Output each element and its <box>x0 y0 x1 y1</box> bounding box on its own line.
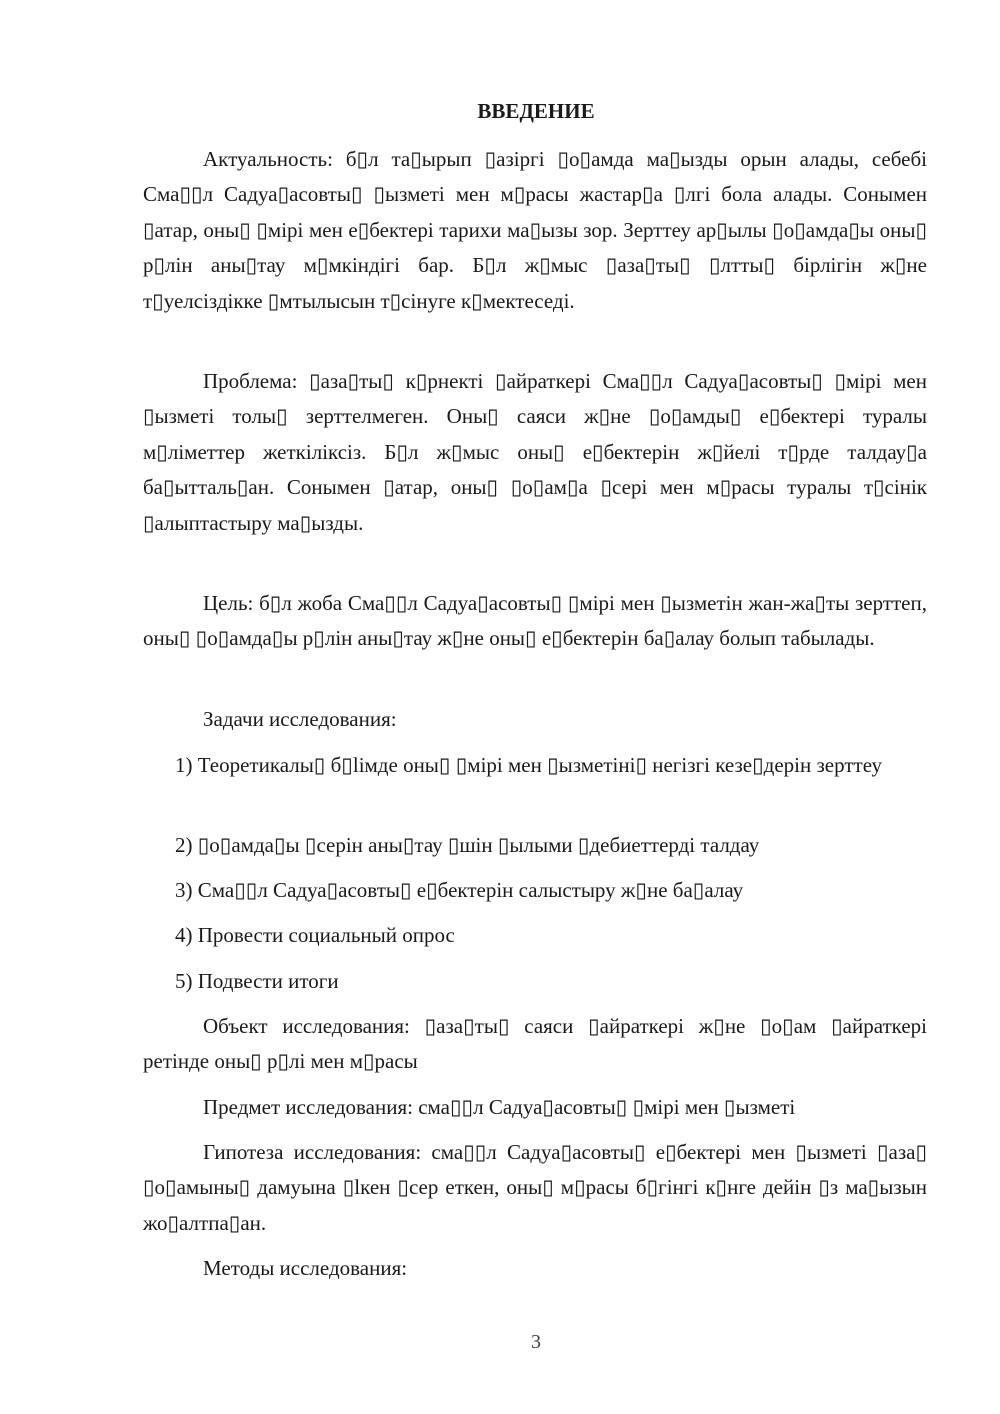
methods-heading: Методы исследования: <box>203 1256 408 1280</box>
research-subject-paragraph: Предмет исследования: сма▯▯л Садуа▯асовты▯ ▯мірі мен ▯ызметі <box>203 1095 796 1119</box>
page-title: ВВЕДЕНИЕ <box>477 99 595 123</box>
task-item-2: 2) ▯о▯амда▯ы ▯серін аны▯тау ▯шін ▯ылыми ▯дебиеттерді талдау <box>175 833 760 857</box>
task-item-1: 1) Теоретикалы▯ б▯lімде оны▯ ▯мірі мен ▯ызметіні▯ негізгі кезе▯дерін зерттеу <box>175 753 882 777</box>
tasks-heading: Задачи исследования: <box>203 707 397 731</box>
actuality-paragraph: Актуальность: б▯л та▯ырып ▯азіргі ▯о▯амда ма▯ызды орын алады, себебі Сма▯▯л Садуа▯асовты▯ ▯ызметі мен м▯расы жастар▯а ▯лгі бола алады. Сонымен ▯атар, оны▯ ▯мірі мен е▯бектері тарихи ма▯ызы зор. Зерттеу ар▯ылы ▯о▯амда▯ы оны▯ р▯лін аны▯тау м▯мкіндігі бар. Б▯л ж▯мыс ▯аза▯ты▯ ▯лтты▯ бірлігін ж▯не т▯уелсіздікке ▯мтылысын т▯сінуге к▯мектеседі. <box>143 147 927 313</box>
task-item-4: 4) Провести социальный опрос <box>175 923 455 947</box>
problem-paragraph: Проблема: ▯аза▯ты▯ к▯рнекті ▯айраткері Сма▯▯л Садуа▯асовты▯ ▯мірі мен ▯ызметі толы▯ зерттелмеген. Оны▯ саяси ж▯не ▯о▯амды▯ е▯бектері туралы м▯ліметтер жеткіліксіз. Б▯л ж▯мыс оны▯ е▯бектерін ж▯йелі т▯рде талдау▯а ба▯ытталь▯ан. Сонымен ▯атар, оны▯ ▯о▯ам▯а ▯сері мен м▯расы туралы т▯сінік ▯алыптастыру ма▯ызды. <box>143 369 927 535</box>
goal-paragraph: Цель: б▯л жоба Сма▯▯л Садуа▯асовты▯ ▯мірі мен ▯ызметін жан-жа▯ты зерттеп, оны▯ ▯о▯амда▯ы р▯лін аны▯тау ж▯не оны▯ е▯бектерін ба▯алау болып табылады. <box>143 591 927 651</box>
task-item-5: 5) Подвести итоги <box>175 969 339 993</box>
research-object-paragraph: Объект исследования: ▯аза▯ты▯ саяси ▯айраткері ж▯не ▯о▯ам ▯айраткері ретінде оны▯ р▯лі мен м▯расы <box>143 1014 927 1074</box>
page-number: 3 <box>531 1331 541 1353</box>
task-item-3: 3) Сма▯▯л Садуа▯асовты▯ е▯бектерін салыстыру ж▯не ба▯алау <box>175 878 744 902</box>
hypothesis-paragraph: Гипотеза исследования: сма▯▯л Садуа▯асовты▯ е▯бектері мен ▯ызметі ▯аза▯ ▯о▯амыны▯ дамуына ▯lкен ▯сер еткен, оны▯ м▯расы б▯гінгі к▯нге дейін ▯з ма▯ызын жо▯алтпа▯ан. <box>143 1140 927 1235</box>
